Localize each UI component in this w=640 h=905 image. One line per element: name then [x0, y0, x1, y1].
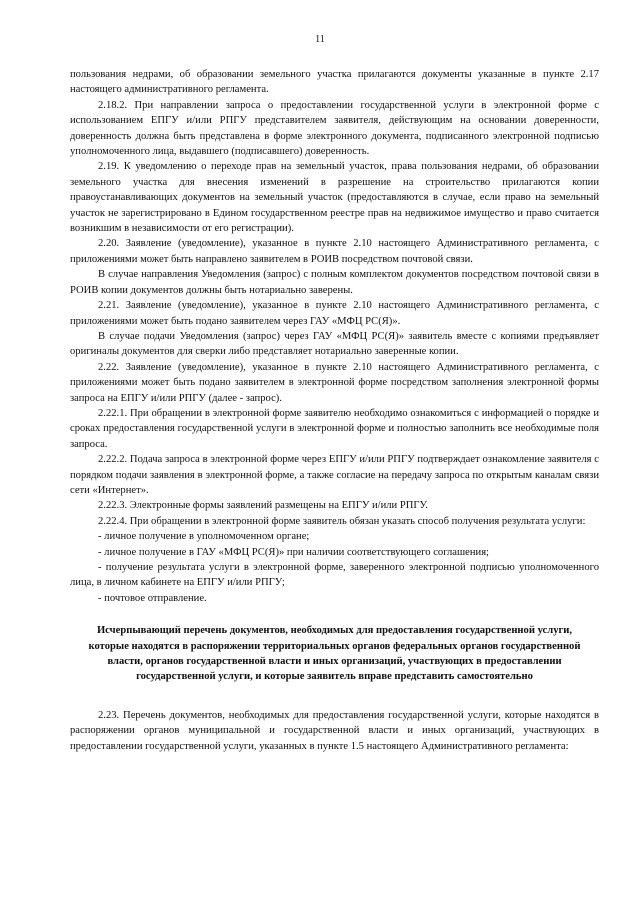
paragraph: 2.22.2. Подача запроса в электронной форме через ЕПГУ и/или РПГУ подтверждает ознакомление заявителя с порядком подачи заявления в электронной форме, а также согласие на передачу запроса по открытым каналам связи сети «Интернет».: [70, 454, 599, 496]
paragraph: - личное получение в уполномоченном органе;: [98, 531, 310, 543]
page-content: [70, 67, 599, 754]
paragraph: 2.22.4. При обращении в электронной форме заявитель обязан указать способ получения результата услуги:: [98, 515, 586, 527]
page-number: 11: [315, 34, 325, 45]
paragraph: пользования недрами, об образовании земельного участка прилагаются документы указанные в пункте 2.17 настоящего административного регламента.: [70, 69, 599, 96]
section-heading: Исчерпывающий перечень документов, необходимых для предоставления государственной услуги, которые находятся в распоряжении территориальных органов федеральных органов государственной власти, органов государственной власти и иных организаций, участвующих в предоставлении государственной услуги, и которые заявитель вправе представить самостоятельно: [88, 625, 581, 683]
paragraph: В случае направления Уведомления (запрос) с полным комплектом документов посредством почтовой связи в РОИВ копии документов должны быть нотариально заверены.: [70, 269, 599, 296]
body-text-after-heading: [70, 708, 599, 754]
paragraph: 2.23. Перечень документов, необходимых для предоставления государственной услуги, которые находятся в распоряжении органов муниципальной и государственной власти и иных организаций, участвующих в предоставлении государственной услуги, указанных в пункте 1.5 настоящего Административного регламента:: [70, 709, 599, 752]
paragraph: 2.22.1. При обращении в электронной форме заявителю необходимо ознакомиться с информацией о порядке и сроках предоставления государственной услуги в электронной форме и полностью заполнить все необходимые поля запроса.: [70, 407, 599, 450]
paragraph: - получение результата услуги в электронной форме, заверенного электронной подписью уполномоченного лица, в личном кабинете на ЕПГУ и/или РПГУ;: [70, 562, 599, 589]
paragraph: 2.21. Заявление (уведомление), указанное в пункте 2.10 настоящего Административного регламента, с приложениями может быть подано заявителем через ГАУ «МФЦ РС(Я)».: [70, 300, 599, 327]
paragraph: 2.22. Заявление (уведомление), указанное в пункте 2.10 настоящего Административного регламента, с приложениями может быть подано заявителем в электронной форме посредством заполнения электронной формы запроса на ЕПГУ и/или РПГУ (далее - запрос).: [70, 361, 599, 404]
paragraph: 2.18.2. При направлении запроса о предоставлении государственной услуги в электронной форме с использованием ЕПГУ и/или РПГУ представителем заявителя, действующим на основании доверенности, доверенность должна быть представлена в форме электронного документа, подписанного электронной подписью уполномоченного лица, выдавшего (подписавшего) доверенность.: [70, 99, 599, 158]
body-text-before-heading: [70, 67, 599, 606]
paragraph: - личное получение в ГАУ «МФЦ РС(Я)» при наличии соответствующего соглашения;: [98, 546, 490, 558]
paragraph: В случае подачи Уведомления (запрос) через ГАУ «МФЦ РС(Я)» заявитель вместе с копиями предъявляет оригиналы документов для сверки либо представляет нотариально заверенные копии.: [70, 330, 599, 358]
paragraph: 2.20. Заявление (уведомление), указанное в пункте 2.10 настоящего Административного регламента, с приложениями может быть направлено заявителем в РОИВ посредством почтовой связи.: [70, 238, 599, 265]
paragraph: 2.22.3. Электронные формы заявлений размещены на ЕПГУ и/или РПГУ.: [98, 500, 428, 512]
paragraph: - почтовое отправление.: [98, 592, 207, 604]
paragraph: 2.19. К уведомлению о переходе прав на земельный участок, права пользования недрами, об образовании земельного участка для внесения изменений в разрешение на строительство прилагаются копии правоустанавливающих документов на земельный участок (предоставляются в случае, если право на земельный участок не зарегистрировано в Едином государственном реестре прав на недвижимое имущество и право считается возникшим в независимости от его регистрации).: [70, 161, 599, 235]
